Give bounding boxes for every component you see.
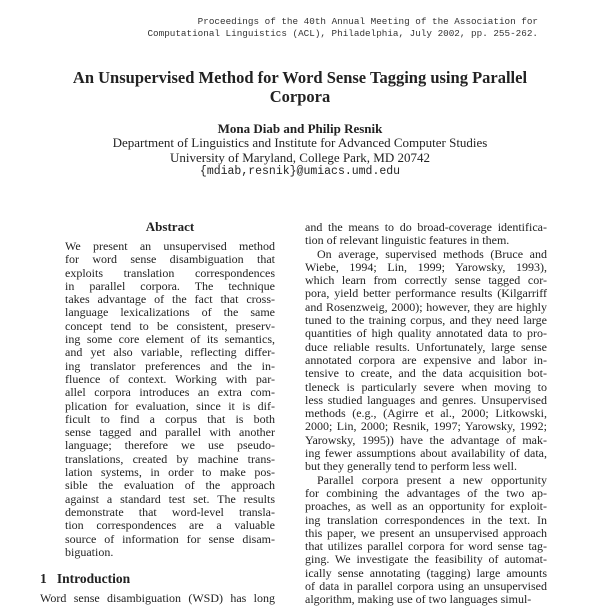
text-line: but they generally tend to perform less well.: [305, 460, 517, 474]
text-line: and Rosenzweig, 2000); however, they are highly: [305, 300, 547, 314]
text-line: that utilizes parallel corpora for word sense tag-: [305, 540, 547, 554]
affiliation-line-1: Department of Linguistics and Institute for Advanced Computer Studies: [112, 135, 488, 150]
right-column-body: [305, 221, 547, 607]
text-line: which learn from correctly sense tagged cor-: [305, 274, 547, 288]
text-line: plication for evaluation, since it is dif-: [65, 399, 275, 413]
author-email: {mdiab,resnik}@umiacs.umd.edu: [199, 165, 401, 178]
text-line: concept tend to be consistent, preserv-: [65, 319, 275, 333]
text-line: lation systems, in order to make pos-: [65, 466, 275, 480]
abstract-heading: Abstract: [145, 219, 195, 234]
proceedings-header-line-2: Computational Linguistics (ACL), Philadelphia, July 2002, pp. 255-262.: [147, 28, 538, 39]
text-line: demonstrate that word-level transla-: [65, 505, 275, 519]
text-line: language; therefore we use pseudo-: [65, 439, 275, 453]
affiliation-line-2: University of Maryland, College Park, MD 20742: [170, 150, 430, 165]
text-line: tion of relevant linguistic features in them.: [305, 234, 510, 248]
text-line: tuned to the training corpus, and they need large: [305, 314, 547, 328]
authors: Mona Diab and Philip Resnik: [217, 121, 383, 136]
text-line: language lexicalizations of the same: [65, 306, 275, 320]
text-line: for combining the advantages of the two ap-: [305, 486, 547, 500]
text-line: ing fewer assumptions about availability of data,: [305, 447, 547, 461]
text-line: against a standard test set. The results: [65, 492, 275, 506]
text-line: sible the evaluation of the approach: [65, 479, 275, 493]
text-line: algorithm, making use of two languages simul-: [305, 593, 532, 607]
text-line: exploits translation correspondences: [65, 266, 275, 280]
text-line: allel corpora introduces an extra com-: [65, 386, 275, 400]
text-line: ing translator preferences and the in-: [65, 359, 275, 373]
section-heading-introduction: 1 Introduction: [40, 571, 131, 586]
text-line: Wiebe, 1994; Lin, 1999; Yarowsky, 1993),: [305, 260, 547, 274]
text-line: ging. We investigate the feasibility of automat-: [305, 553, 547, 567]
introduction-body-left: [40, 592, 275, 605]
text-line: sense tagged and parallel with another: [65, 426, 275, 440]
text-line: in parallel corpora. The technique: [65, 279, 275, 293]
text-line: 2000; Lin, 2000; Resnik, 1997; Yarowsky, 1992;: [305, 420, 547, 434]
text-line: this paper, we present an unsupervised approach: [305, 526, 547, 540]
text-line: tion correspondences are a valuable: [65, 519, 275, 533]
text-line: ing translation correspondences in the text. In: [305, 513, 547, 527]
paper-title-line-1: An Unsupervised Method for Word Sense Tagging using Parallel: [72, 68, 528, 87]
text-line: and yet also variable, reflecting differ-: [65, 346, 275, 360]
text-line: duce reliable results. Unfortunately, large sense: [305, 340, 547, 354]
text-line: We present an unsupervised method: [65, 240, 275, 253]
text-line: Word sense disambiguation (WSD) has long: [40, 592, 275, 605]
text-line: fluence of context. Working with par-: [65, 372, 275, 386]
text-line: pora, yield better performance results (Kilgarriff: [305, 287, 547, 301]
text-line: and the means to do broad-coverage identifica-: [305, 221, 547, 234]
abstract-body: [65, 240, 275, 559]
text-line: Yarowsky, 1995)) have the advantage of mak-: [305, 433, 547, 447]
text-line: proaches, as well as an opportunity for exploit-: [305, 500, 547, 514]
text-line: for word sense disambiguation that: [65, 253, 275, 267]
text-line: source of information for sense disam-: [65, 532, 275, 546]
text-line: Parallel corpora present a new opportunity: [317, 473, 547, 487]
text-line: annotated corpora are expensive and labor in-: [305, 353, 547, 367]
text-line: methods (e.g., (Agirre et al., 2000; Litkowski,: [305, 407, 547, 421]
paper-title-line-2: Corpora: [269, 87, 331, 106]
text-line: biguation.: [65, 545, 114, 559]
text-line: ficult to find a corpus that is both: [65, 412, 275, 426]
text-line: of data in parallel corpora using an unsupervised: [305, 580, 547, 594]
text-line: ing some core element of its semantics,: [65, 333, 275, 347]
text-line: ically sense annotating (tagging) large amounts: [305, 566, 547, 580]
text-line: tleneck is particularly severe when moving to: [305, 380, 547, 394]
text-line: less studied languages and genres. Unsupervised: [305, 393, 547, 407]
proceedings-header-line-1: Proceedings of the 40th Annual Meeting of the Association for: [197, 16, 538, 27]
text-line: On average, supervised methods (Bruce and: [317, 247, 547, 261]
text-line: translations, created by machine trans-: [65, 452, 275, 466]
text-line: tensive to create, and the data acquisition bot-: [305, 367, 547, 381]
text-line: takes advantage of the fact that cross-: [65, 293, 275, 307]
text-line: quantities of high quality annotated data to pro-: [305, 327, 547, 341]
